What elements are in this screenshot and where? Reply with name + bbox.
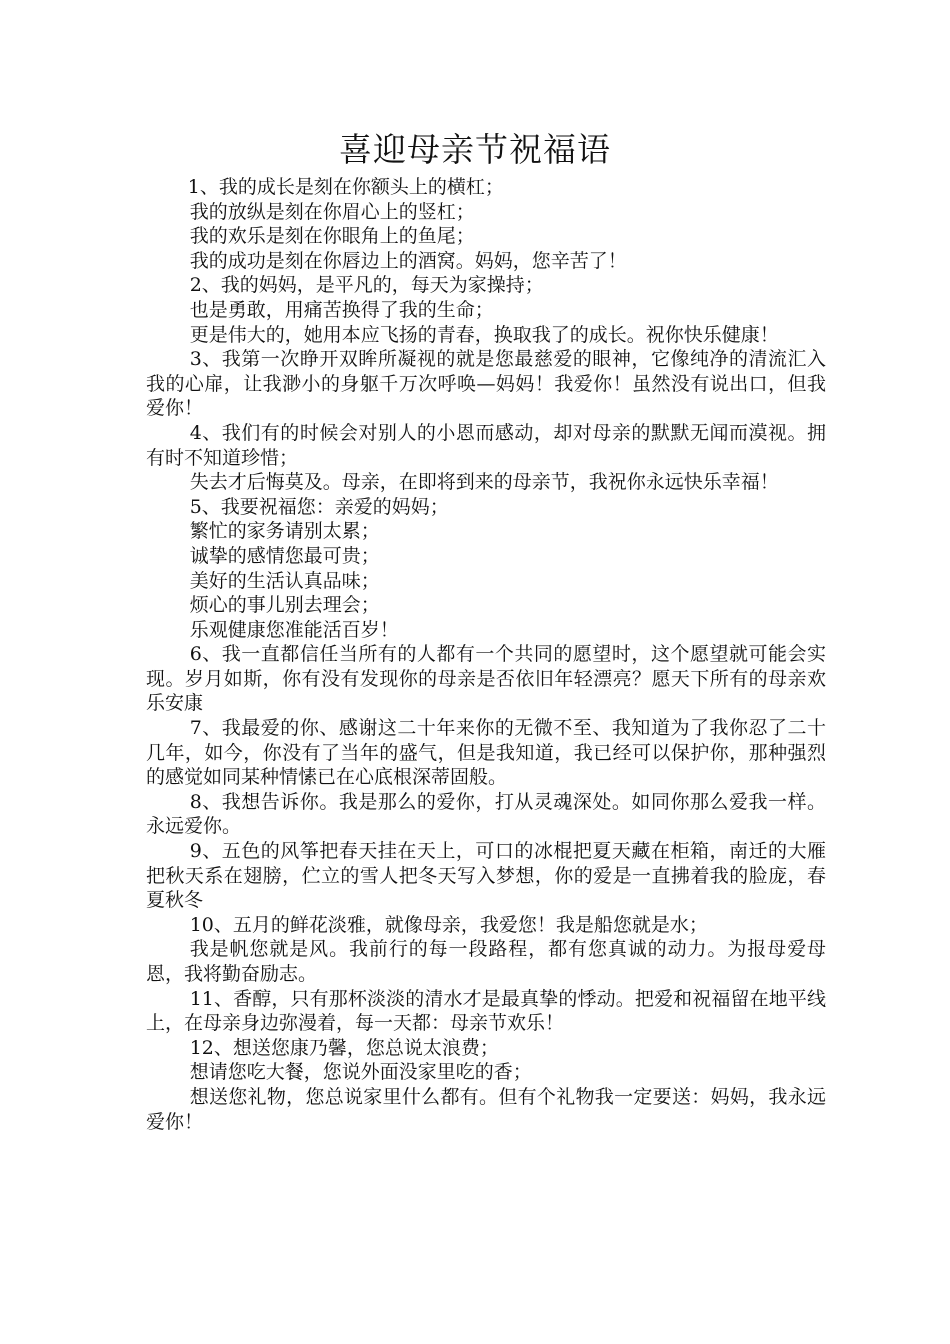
paragraph: 1、我的成长是刻在你额头上的横杠； [187, 176, 504, 198]
paragraph: 10、五月的鲜花淡雅，就像母亲，我爱您！我是船您就是水； [189, 913, 708, 936]
paragraph: 7、我最爱的你、感谢这二十年来你的无微不至、我知道为了我你忍了二十几年，如今，你没有了当年的盛气，但是我知道，我已经可以保护你，那种强烈的感觉如同某种情愫已在心底根深蒂固般。 [146, 717, 826, 789]
paragraph: 诚挚的感情您最可贵； [189, 544, 380, 567]
paragraph: 11、香醇，只有那杯淡淡的清水才是最真挚的悸动。把爱和祝福留在地平线上，在母亲身边弥漫着，每一天都：母亲节欢乐！ [146, 987, 826, 1035]
paragraph: 想请您吃大餐，您说外面没家里吃的香； [189, 1061, 532, 1084]
paragraph: 繁忙的家务请别太累； [189, 520, 380, 543]
paragraph: 更是伟大的，她用本应飞扬的青春，换取我了的成长。祝你快乐健康！ [189, 323, 779, 346]
paragraph: 5、我要祝福您：亲爱的妈妈； [189, 495, 449, 518]
paragraph: 8、我想告诉你。我是那么的爱你，打从灵魂深处。如同你那么爱我一样。永远爱你。 [146, 790, 826, 838]
document-title: 喜迎母亲节祝福语 [339, 130, 611, 169]
paragraph: 想送您礼物，您总说家里什么都有。但有个礼物我一定要送：妈妈，我永远爱你！ [146, 1085, 826, 1133]
paragraph: 2、我的妈妈，是平凡的，每天为家操持； [189, 274, 544, 297]
paragraph: 美好的生活认真品味； [189, 569, 380, 592]
paragraph: 乐观健康您准能活百岁！ [189, 618, 399, 641]
paragraph: 6、我一直都信任当所有的人都有一个共同的愿望时，这个愿望就可能会实现。岁月如斯，你有没有发现你的母亲是否依旧年轻漂亮？愿天下所有的母亲欢乐安康 [146, 643, 826, 715]
paragraph: 9、五色的风筝把春天挂在天上，可口的冰棍把夏天藏在柜箱，南迁的大雁把秋天系在翅膀，伫立的雪人把冬天写入梦想，你的爱是一直拂着我的脸庞，春夏秋冬 [146, 840, 826, 912]
paragraph: 我是帆您就是风。我前行的每一段路程，都有您真诚的动力。为报母爱母恩，我将勤奋励志。 [146, 938, 826, 985]
paragraph: 4、我们有的时候会对别人的小恩而感动，却对母亲的默默无闻而漠视。拥有时不知道珍惜； [146, 421, 826, 469]
paragraph: 我的成功是刻在你唇边上的酒窝。妈妈，您辛苦了！ [189, 249, 627, 272]
paragraph: 我的放纵是刻在你眉心上的竖杠； [189, 200, 475, 223]
paragraph: 烦心的事儿别去理会； [189, 594, 380, 617]
paragraph: 我的欢乐是刻在你眼角上的鱼尾； [189, 225, 475, 248]
paragraph: 也是勇敢，用痛苦换得了我的生命； [189, 298, 494, 321]
paragraph: 失去才后悔莫及。母亲，在即将到来的母亲节，我祝你永远快乐幸福！ [189, 471, 779, 494]
paragraph: 3、我第一次睁开双眸所凝视的就是您最慈爱的眼神，它像纯净的清流汇入我的心扉，让我渺小的身躯千万次呼唤—妈妈！我爱你！虽然没有说出口，但我爱你！ [146, 348, 826, 420]
document-body [146, 175, 826, 1134]
paragraph: 12、想送您康乃馨，您总说太浪费； [189, 1036, 499, 1059]
